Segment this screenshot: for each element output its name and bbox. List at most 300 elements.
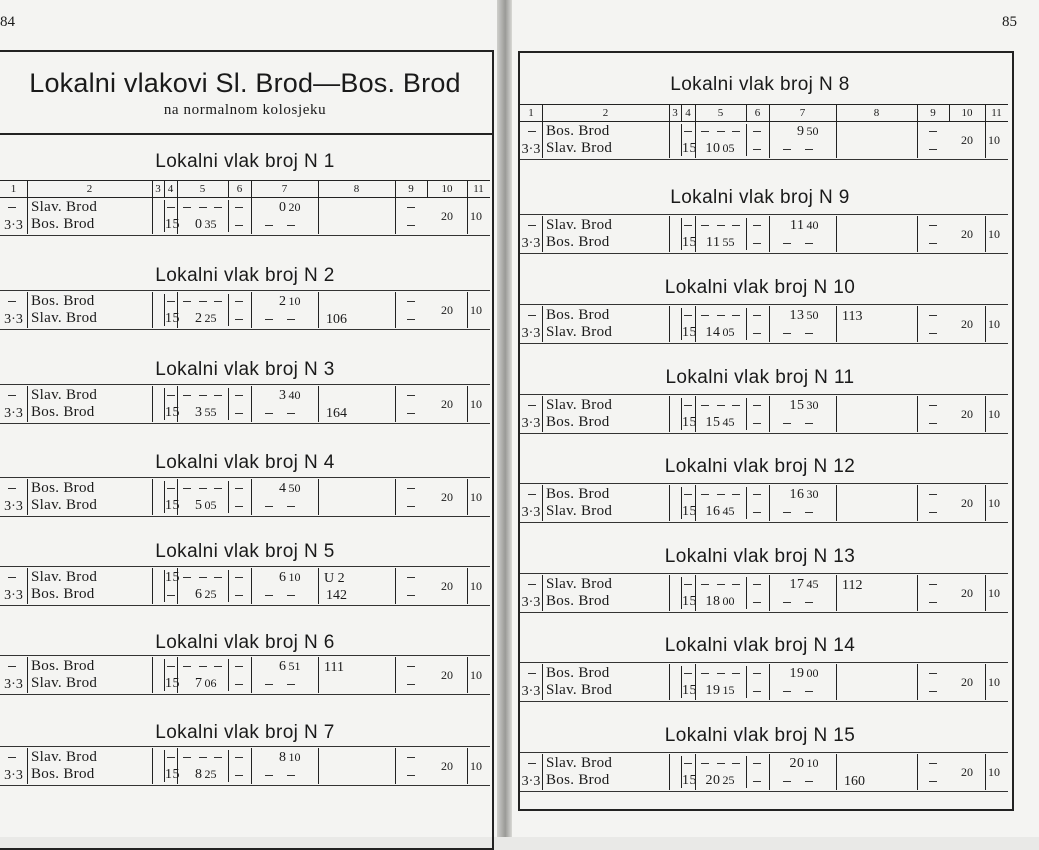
- col10-value: 20: [441, 209, 453, 223]
- cell-divider: [542, 754, 543, 790]
- dash-mark: [783, 781, 791, 782]
- column-divider: [395, 181, 396, 197]
- block-top-rule: [0, 566, 490, 567]
- col11-value: 10: [470, 209, 482, 223]
- dash-mark: [528, 673, 536, 674]
- dash-mark: [235, 595, 243, 596]
- col11-value: 10: [470, 668, 482, 682]
- block-top-rule: [520, 573, 1008, 574]
- block-top-rule: [520, 394, 1008, 395]
- block-bottom-rule: [0, 329, 490, 330]
- dash-mark: [407, 319, 415, 320]
- cell-divider: [669, 664, 670, 700]
- arrival-hour: 19: [705, 683, 721, 698]
- dash-mark: [8, 395, 16, 396]
- class-value: 3·3: [4, 588, 23, 603]
- train-title: Lokalni vlak broj N 4: [155, 452, 335, 473]
- dash-mark: [183, 395, 191, 396]
- dash-mark: [717, 494, 725, 495]
- dash-mark: [684, 763, 692, 764]
- column-header: 3: [155, 183, 161, 195]
- dash-mark: [701, 584, 709, 585]
- train-title: Lokalni vlak broj N 8: [670, 74, 850, 95]
- block-bottom-rule: [0, 605, 490, 606]
- dash-mark: [235, 395, 243, 396]
- col10-value: 20: [961, 765, 973, 779]
- cell-divider: [917, 216, 918, 252]
- cell-divider: [542, 664, 543, 700]
- col8-value: 164: [326, 406, 347, 421]
- departure-minute: 40: [806, 218, 819, 232]
- left-page: [0, 0, 497, 837]
- train-block: [0, 748, 490, 784]
- dash-mark: [717, 584, 725, 585]
- dash-mark: [183, 757, 191, 758]
- cell-divider: [746, 308, 747, 340]
- dash-mark: [183, 666, 191, 667]
- dash-mark: [701, 225, 709, 226]
- cell-divider: [836, 396, 837, 432]
- column-header: 9: [930, 107, 936, 119]
- station-name: Bos. Brod: [31, 766, 95, 782]
- book-gutter: [497, 0, 512, 837]
- cell-divider: [318, 657, 319, 693]
- dash-mark: [528, 405, 536, 406]
- cell-divider: [228, 659, 229, 691]
- cell-divider: [746, 218, 747, 250]
- train-title: Lokalni vlak broj N 10: [664, 277, 856, 298]
- dash-mark: [235, 684, 243, 685]
- cell-divider: [746, 124, 747, 156]
- departure-hour: 9: [797, 124, 805, 139]
- arrival-minute: 55: [204, 405, 217, 419]
- arrival-hour: 16: [705, 504, 721, 519]
- page-number-right: 85: [1002, 14, 1017, 30]
- cell-divider: [542, 306, 543, 342]
- cell-divider: [27, 657, 28, 693]
- column-divider: [164, 181, 165, 197]
- train-block: [0, 479, 490, 515]
- class-value: 3·3: [521, 142, 541, 157]
- dash-mark: [287, 775, 295, 776]
- dash-mark: [753, 131, 761, 132]
- class-value: 3·3: [521, 326, 541, 341]
- arrival-minute: 45: [722, 415, 735, 429]
- train-block: [0, 568, 490, 604]
- column-divider: [681, 105, 682, 121]
- col8-value: 160: [844, 774, 865, 789]
- dash-mark: [753, 673, 761, 674]
- station-name: Bos. Brod: [546, 307, 610, 323]
- dash-mark: [783, 602, 791, 603]
- class-value: 3·3: [521, 595, 541, 610]
- dash-mark: [183, 301, 191, 302]
- dash-mark: [783, 691, 791, 692]
- block-top-rule: [0, 746, 490, 747]
- departure-minute: 30: [806, 487, 819, 501]
- station-name: Slav. Brod: [546, 503, 613, 519]
- dash-mark: [929, 405, 937, 406]
- dash-mark: [235, 488, 243, 489]
- class-value: 3·3: [521, 774, 541, 789]
- class-value: 3·3: [4, 312, 23, 327]
- cell-divider: [395, 479, 396, 515]
- departure-minute: 45: [806, 577, 819, 591]
- departure-hour: 3: [279, 388, 287, 403]
- cell-divider: [152, 479, 153, 515]
- dash-mark: [528, 131, 536, 132]
- column-divider: [949, 105, 950, 121]
- station-name: Slav. Brod: [546, 140, 613, 156]
- dash-mark: [929, 423, 937, 424]
- cell-divider: [318, 479, 319, 515]
- col10-value: 20: [961, 496, 973, 510]
- dash-mark: [183, 207, 191, 208]
- dash-mark: [753, 584, 761, 585]
- column-divider: [427, 181, 428, 197]
- col8-top-value: 111: [324, 660, 344, 675]
- cell-divider: [746, 666, 747, 698]
- cell-divider: [395, 568, 396, 604]
- column-header: 7: [799, 107, 806, 119]
- cell-divider: [769, 485, 770, 521]
- station-name: Slav. Brod: [31, 387, 98, 403]
- dash-mark: [167, 395, 175, 396]
- station-name: Slav. Brod: [546, 324, 613, 340]
- column-header: 9: [408, 183, 414, 195]
- block-bottom-rule: [0, 516, 490, 517]
- dash-mark: [8, 488, 16, 489]
- arrival-minute: 15: [722, 683, 735, 697]
- dash-mark: [528, 584, 536, 585]
- station-name: Bos. Brod: [31, 658, 95, 674]
- column-header: 4: [167, 183, 174, 195]
- block-bottom-rule: [0, 785, 490, 786]
- dash-mark: [214, 301, 222, 302]
- col11-value: 10: [988, 675, 1000, 689]
- column-header-row: [0, 180, 490, 198]
- arrival-minute: 00: [722, 594, 735, 608]
- cell-divider: [985, 396, 986, 432]
- cell-divider: [542, 485, 543, 521]
- dash-mark: [805, 691, 813, 692]
- train-title: Lokalni vlak broj N 2: [155, 265, 335, 286]
- dash-mark: [407, 301, 415, 302]
- station-name: Slav. Brod: [31, 569, 98, 585]
- dash-mark: [528, 225, 536, 226]
- dash-mark: [235, 301, 243, 302]
- dash-mark: [701, 315, 709, 316]
- departure-minute: 00: [806, 666, 819, 680]
- class-value: 3·3: [4, 768, 23, 783]
- cell-divider: [467, 198, 468, 234]
- column-header: 1: [528, 107, 534, 119]
- cell-divider: [669, 122, 670, 158]
- departure-hour: 11: [790, 218, 805, 233]
- dash-mark: [287, 225, 295, 226]
- cell-divider: [318, 292, 319, 328]
- dash-mark: [753, 602, 761, 603]
- col4-value: 15: [165, 498, 180, 513]
- col11-value: 10: [988, 133, 1000, 147]
- departure-minute: 50: [806, 308, 819, 322]
- station-name: Slav. Brod: [31, 199, 98, 215]
- cell-divider: [152, 657, 153, 693]
- departure-hour: 16: [789, 487, 805, 502]
- column-header: 4: [685, 107, 691, 119]
- arrival-hour: 14: [705, 325, 721, 340]
- col4-value: 15: [682, 141, 697, 156]
- dash-mark: [732, 494, 740, 495]
- column-header: 2: [86, 183, 93, 195]
- arrival-hour: 3: [195, 405, 203, 420]
- dash-mark: [407, 684, 415, 685]
- col4-value: 15: [165, 405, 180, 420]
- dash-mark: [235, 207, 243, 208]
- page-number-left: 84: [0, 14, 15, 30]
- station-name: Bos. Brod: [31, 404, 95, 420]
- cell-divider: [152, 748, 153, 784]
- block-bottom-rule: [520, 253, 1008, 254]
- cell-divider: [251, 657, 252, 693]
- column-divider: [917, 105, 918, 121]
- cell-divider: [746, 487, 747, 519]
- station-name: Slav. Brod: [31, 749, 98, 765]
- dash-mark: [235, 413, 243, 414]
- col4-value: 15: [165, 767, 180, 782]
- col11-value: 10: [470, 397, 482, 411]
- arrival-minute: 45: [722, 504, 735, 518]
- cell-divider: [985, 122, 986, 158]
- dash-mark: [183, 488, 191, 489]
- departure-minute: 40: [288, 388, 301, 402]
- cell-divider: [27, 198, 28, 234]
- dash-mark: [684, 405, 692, 406]
- dash-mark: [805, 243, 813, 244]
- col4-value: 15: [682, 235, 697, 250]
- dash-mark: [235, 319, 243, 320]
- dash-mark: [167, 301, 175, 302]
- train-title: Lokalni vlak broj N 5: [155, 541, 335, 562]
- departure-hour: 15: [789, 398, 805, 413]
- dash-mark: [265, 775, 273, 776]
- cell-divider: [467, 386, 468, 422]
- column-header: 6: [236, 183, 243, 195]
- col11-value: 10: [470, 759, 482, 773]
- train-block: [512, 396, 1008, 432]
- dash-mark: [8, 757, 16, 758]
- cell-divider: [769, 216, 770, 252]
- station-name: Slav. Brod: [546, 576, 613, 592]
- cell-divider: [917, 306, 918, 342]
- dash-mark: [407, 595, 415, 596]
- cell-divider: [228, 750, 229, 782]
- cell-divider: [769, 754, 770, 790]
- departure-hour: 17: [789, 577, 805, 592]
- cell-divider: [836, 575, 837, 611]
- train-title: Lokalni vlak broj N 1: [155, 151, 335, 172]
- dash-mark: [287, 595, 295, 596]
- dash-mark: [199, 207, 207, 208]
- cell-divider: [669, 306, 670, 342]
- class-value: 3·3: [4, 406, 23, 421]
- arrival-hour: 10: [705, 141, 721, 156]
- station-name: Slav. Brod: [31, 310, 98, 326]
- column-divider: [669, 105, 670, 121]
- station-name: Slav. Brod: [546, 755, 613, 771]
- class-value: 3·3: [521, 416, 541, 431]
- dash-mark: [214, 666, 222, 667]
- dash-mark: [929, 149, 937, 150]
- class-value: 3·3: [4, 499, 23, 514]
- col8-top-value: U 2: [324, 571, 345, 586]
- dash-mark: [732, 315, 740, 316]
- departure-hour: 4: [279, 481, 287, 496]
- dash-mark: [235, 225, 243, 226]
- dash-mark: [753, 781, 761, 782]
- train-title: Lokalni vlak broj N 9: [670, 187, 850, 208]
- dash-mark: [684, 315, 692, 316]
- column-divider: [769, 105, 770, 121]
- col11-value: 10: [988, 586, 1000, 600]
- dash-mark: [753, 494, 761, 495]
- arrival-minute: 55: [722, 235, 735, 249]
- cell-divider: [669, 216, 670, 252]
- column-divider: [318, 181, 319, 197]
- station-name: Bos. Brod: [31, 216, 95, 232]
- column-divider: [985, 105, 986, 121]
- dash-mark: [783, 333, 791, 334]
- dash-mark: [929, 512, 937, 513]
- cell-divider: [27, 748, 28, 784]
- column-header: 2: [602, 107, 609, 119]
- dash-mark: [805, 512, 813, 513]
- dash-mark: [732, 131, 740, 132]
- dash-mark: [214, 207, 222, 208]
- block-bottom-rule: [520, 612, 1008, 613]
- dash-mark: [732, 405, 740, 406]
- cell-divider: [152, 386, 153, 422]
- station-name: Bos. Brod: [31, 586, 95, 602]
- dash-mark: [407, 488, 415, 489]
- column-header: 10: [961, 107, 973, 119]
- right-page: [512, 0, 1039, 837]
- block-top-rule: [520, 214, 1008, 215]
- dash-mark: [701, 131, 709, 132]
- dash-mark: [717, 315, 725, 316]
- col11-value: 10: [470, 303, 482, 317]
- dash-mark: [528, 494, 536, 495]
- dash-mark: [167, 488, 175, 489]
- cell-divider: [251, 198, 252, 234]
- column-divider: [251, 181, 252, 197]
- cell-divider: [985, 485, 986, 521]
- dash-mark: [214, 757, 222, 758]
- cell-divider: [917, 122, 918, 158]
- arrival-minute: 25: [204, 311, 217, 325]
- cell-divider: [27, 292, 28, 328]
- column-header: 7: [281, 183, 288, 195]
- cell-divider: [769, 396, 770, 432]
- dash-mark: [265, 595, 273, 596]
- dash-mark: [732, 584, 740, 585]
- col4-value: 15: [682, 504, 697, 519]
- station-name: Bos. Brod: [546, 593, 610, 609]
- cell-divider: [769, 575, 770, 611]
- block-top-rule: [520, 662, 1008, 663]
- cell-divider: [769, 664, 770, 700]
- column-divider: [177, 181, 178, 197]
- dash-mark: [929, 333, 937, 334]
- block-bottom-rule: [520, 159, 1008, 160]
- train-block: [0, 657, 490, 693]
- train-block: [0, 386, 490, 422]
- cell-divider: [669, 485, 670, 521]
- departure-hour: 2: [279, 294, 287, 309]
- cell-divider: [467, 657, 468, 693]
- dash-mark: [753, 512, 761, 513]
- column-header: 11: [473, 183, 484, 195]
- block-top-rule: [0, 477, 490, 478]
- dash-mark: [753, 691, 761, 692]
- dash-mark: [407, 225, 415, 226]
- departure-hour: 6: [279, 570, 287, 585]
- departure-hour: 20: [789, 756, 805, 771]
- col10-value: 20: [961, 133, 973, 147]
- main-title: Lokalni vlakovi Sl. Brod—Bos. Brod: [29, 68, 461, 98]
- train-title: Lokalni vlak broj N 7: [155, 722, 335, 743]
- dash-mark: [805, 423, 813, 424]
- col4-value: 15: [682, 594, 697, 609]
- arrival-minute: 25: [204, 587, 217, 601]
- dash-mark: [407, 666, 415, 667]
- dash-mark: [407, 775, 415, 776]
- dash-mark: [199, 488, 207, 489]
- column-header: 5: [717, 107, 724, 119]
- arrival-hour: 6: [195, 587, 203, 602]
- cell-divider: [746, 756, 747, 788]
- block-bottom-rule: [520, 522, 1008, 523]
- train-title: Lokalni vlak broj N 13: [664, 546, 856, 567]
- arrival-minute: 05: [204, 498, 217, 512]
- cell-divider: [985, 664, 986, 700]
- cell-divider: [152, 292, 153, 328]
- dash-mark: [701, 405, 709, 406]
- dash-mark: [929, 315, 937, 316]
- block-top-rule: [0, 384, 490, 385]
- column-header: 8: [873, 107, 880, 119]
- cell-divider: [669, 396, 670, 432]
- dash-mark: [929, 691, 937, 692]
- departure-hour: 8: [279, 750, 287, 765]
- cell-divider: [152, 198, 153, 234]
- dash-mark: [265, 506, 273, 507]
- column-divider: [836, 105, 837, 121]
- cell-divider: [542, 575, 543, 611]
- col11-value: 10: [470, 579, 482, 593]
- cell-divider: [27, 386, 28, 422]
- main-subtitle: na normalnom kolosjeku: [163, 102, 327, 118]
- departure-minute: 10: [288, 570, 301, 584]
- dash-mark: [753, 243, 761, 244]
- dash-mark: [717, 131, 725, 132]
- col10-value: 20: [961, 586, 973, 600]
- dash-mark: [265, 684, 273, 685]
- arrival-minute: 06: [204, 676, 217, 690]
- block-bottom-rule: [520, 433, 1008, 434]
- column-divider: [746, 105, 747, 121]
- dash-mark: [805, 333, 813, 334]
